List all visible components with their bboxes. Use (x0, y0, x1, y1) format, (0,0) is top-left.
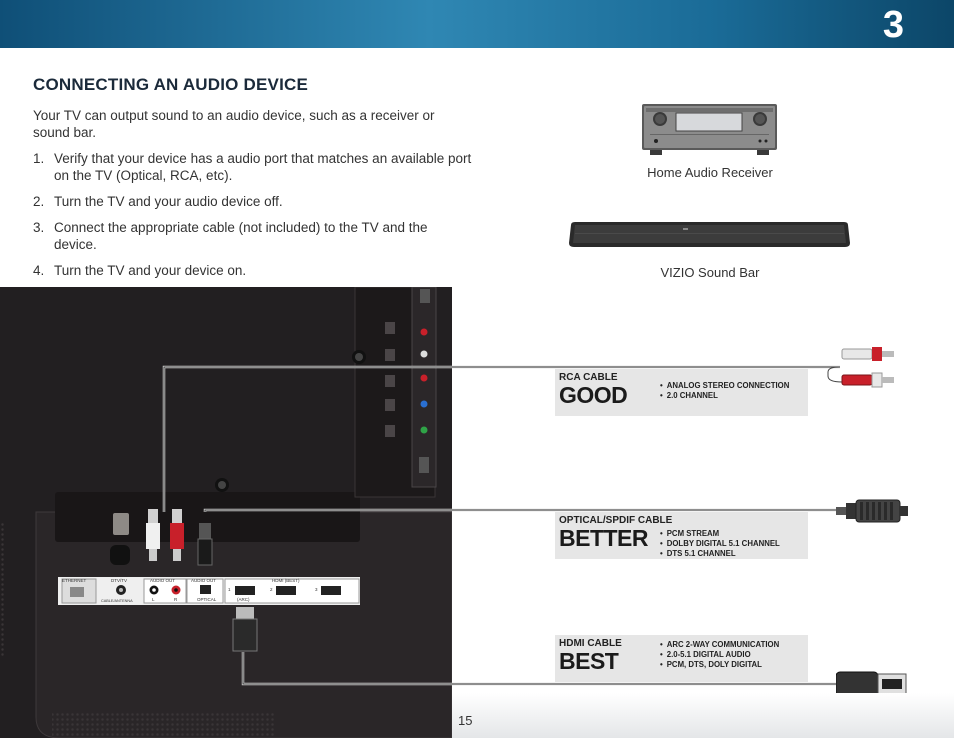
port-label-hdmi-2: 2 (270, 587, 273, 592)
step-item: 3. Connect the appropriate cable (not included) to the TV and the device. (33, 220, 428, 252)
port-label-audio-out-l: L (152, 597, 155, 602)
step-item: 1. Verify that your device has a audio port that matches an available port on the TV (Optical, RCA, etc). (33, 151, 472, 183)
page-number: 15 (458, 713, 473, 728)
cable-box-optical (555, 512, 808, 559)
port-label-dtv: DTV/TV (111, 578, 128, 583)
port-label-optical: OPTICAL (197, 597, 217, 602)
optical-plug-image (836, 497, 910, 525)
intro-text: Your TV can output sound to an audio device, such as a receiver or sound bar. (33, 108, 435, 140)
footer-strip (452, 693, 954, 738)
port-label-audio-out-optical: AUDIO OUT (191, 578, 217, 583)
cable-features (660, 529, 780, 559)
cable-box-hdmi (555, 635, 808, 682)
port-label-ethernet: ETHERNET (62, 578, 87, 583)
cable-grade: BEST (559, 648, 619, 674)
port-label-cable-antenna: CABLE/ANTENNA (101, 599, 133, 603)
cable-name: RCA CABLE (559, 372, 618, 383)
port-label-arc: (ARC) (237, 597, 250, 602)
cable-box-rca (555, 369, 808, 416)
section-title: CONNECTING AN AUDIO DEVICE (33, 75, 309, 94)
cable-features (660, 381, 789, 401)
cable-name: HDMI CABLE (559, 638, 622, 649)
port-label-audio-out-r: R (174, 597, 178, 602)
chapter-number: 3 (882, 4, 904, 46)
step-item: 2. Turn the TV and your audio device off. (33, 194, 283, 209)
feature-item: • ARC 2-WAY COMMUNICATION (660, 640, 779, 650)
cable-grade: BETTER (559, 525, 648, 551)
port-label-hdmi: HDMI (BEST) (272, 578, 300, 583)
cable-name: OPTICAL/SPDIF CABLE (559, 515, 673, 526)
step-item: 4. Turn the TV and your device on. (33, 263, 247, 278)
feature-item: • PCM, DTS, DOLY DIGITAL (660, 660, 779, 670)
port-label-hdmi-1: 1 (228, 587, 231, 592)
receiver-label: Home Audio Receiver (647, 165, 773, 180)
rca-plugs-image (838, 345, 898, 393)
feature-item: • PCM STREAM (660, 529, 780, 539)
cable-grade: GOOD (559, 382, 628, 408)
port-label-audio-out-rca: AUDIO OUT (150, 578, 176, 583)
feature-item: • 2.0-5.1 DIGITAL AUDIO (660, 650, 779, 660)
port-label-hdmi-3: 3 (315, 587, 318, 592)
feature-item: • DTS 5.1 CHANNEL (660, 549, 780, 559)
feature-item: • DOLBY DIGITAL 5.1 CHANNEL (660, 539, 780, 549)
feature-item: • ANALOG STEREO CONNECTION (660, 381, 789, 391)
cable-features (660, 640, 779, 670)
feature-item: • 2.0 CHANNEL (660, 391, 789, 401)
soundbar-label: VIZIO Sound Bar (660, 265, 760, 280)
